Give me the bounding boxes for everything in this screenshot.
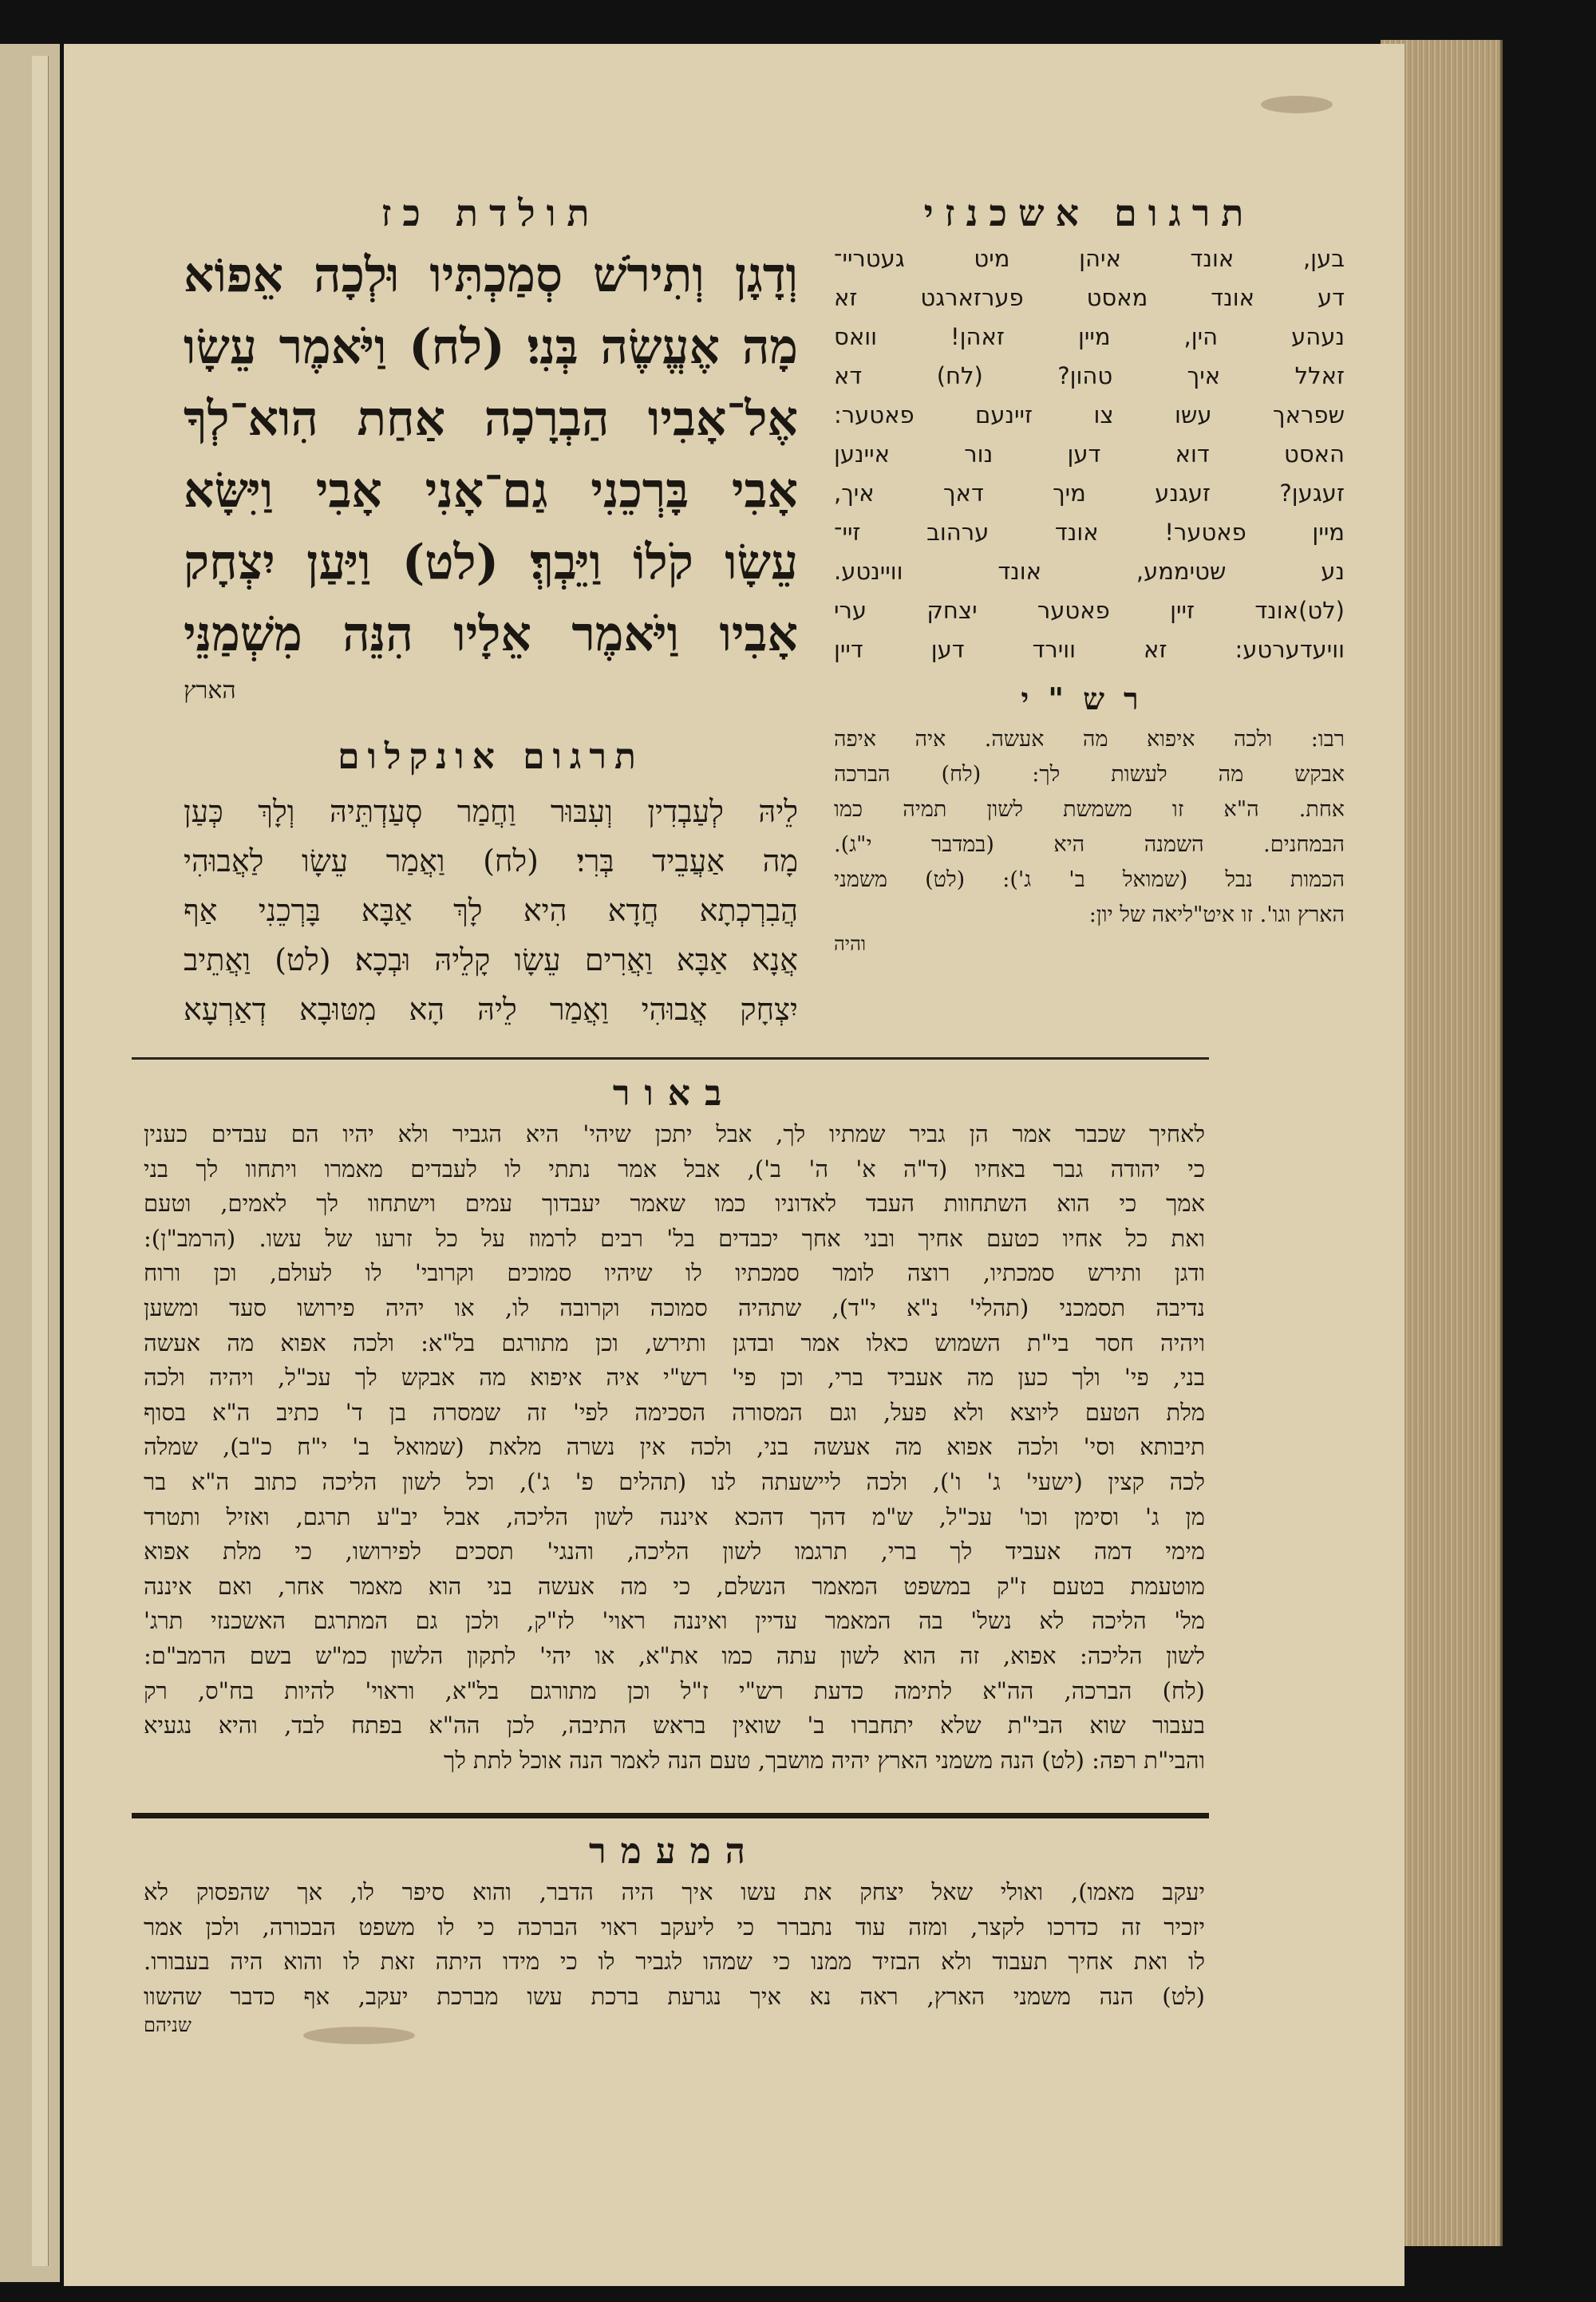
paper-smudge [303, 2027, 415, 2044]
biur-line: ויהיה חסר בי"ת השמוש כאלו אמר ובדגן ותירש, וכן מתורגם בל"א: ולכה אפוא מה אעשה [144, 1329, 1205, 1356]
onkelos-line: מָה אַעֲבֵיד בְּרִי׃ (לח) וַאֲמַר עֵשָׂו לַאֲבוּהִי [184, 843, 798, 879]
left-page-shadow [32, 56, 49, 2266]
hameamer-catchword: שניהם [144, 2014, 192, 2037]
biur-line: מימי דמה אעביד לך ברי, תרגמו לשון הליכה, והנגי' תסכים לפירושו, כי מלת אפוא [144, 1538, 1205, 1566]
rashi-line: אבקש מה לעשות לך: (לח) הברכה [834, 762, 1345, 787]
biur-line: מלת הטעם ליוצא ולא פעל, וגם המסורה הסכימה לפי' זה שמסרה בן ד' כתיב ה"א בסוף [144, 1398, 1205, 1426]
ashkenazi-line: נעהע הין, מיין זאהן! וואס [834, 323, 1345, 350]
ashkenazi-line: זעגען? זעגנע מיך דאך איך, [834, 480, 1345, 507]
torah-line: וְדָגָן וְתִירֹשׁ סְמַכְתִּיו וּלְכָה אֵפוֹא [184, 247, 798, 303]
torah-line: אֶל־אָבִיו הַבְרָכָה אַחַת הִוא־לְךָ [184, 391, 798, 447]
biur-line: מן ג' וסימן וכו' עכ"ל, ש"מ דהך דהכא איננה לשון הליכה, אבל יב"ע תרגם, ואזיל ותטרד [144, 1502, 1205, 1530]
onkelos-title: תרגום אונקלום [338, 736, 644, 777]
ashkenazi-line: זאלל איך טהון? (לח) דא [834, 362, 1345, 389]
rashi-text-block [834, 722, 1345, 933]
biur-line: אמך כי הוא השתחוות העבד לאדוניו כמו שאמר יעבדוך עמים וישתחוו לך לאמים, וטעם [144, 1190, 1205, 1218]
section-divider [132, 1057, 1209, 1060]
torah-line: מָה אֶעֱשֶׂה בְּנִי׃ (לח) וַיֹּאמֶר עֵשָׂו [184, 319, 798, 375]
rashi-line: הארץ וגו'. זו איט"ליאה של יון: [1088, 902, 1345, 927]
biur-line: כי יהודה גבר באחיו (ד"ה א' ה' ב'), אבל אמר נתתי לו לעבדים מאמרו ויתחוו לך בני [144, 1155, 1205, 1183]
biur-line: ודגן ותירש סמכתיו, רוצה לומר סמכתיו לו שיהיו סמוכים וקרובי' לו לעולם, וכן ורוח [144, 1259, 1205, 1287]
rashi-line: רבו: ולכה איפוא מה אעשה. איה איפה [834, 727, 1345, 752]
hameamer-line: יזכיר זה כדרכו לקצר, ומזה עוד נתברר כי ליעקב ראוי הברכה כי לו משפט הבכורה, ולכן אמר [144, 1913, 1205, 1941]
onkelos-line: הֲבִרְכְתָא חֲדָא הִיא לָךְ אַבָּא בָּרְכֵנִי אַף [184, 893, 798, 928]
biur-line: לשון הליכה: אפוא, זה הוא לשון עתה כמו את"א, או יהי' לתקון הלשון כמ"ש בשם הרמב"ם: [144, 1641, 1205, 1669]
rashi-line: אחת. ה"א זו משמשת לשון תמיה כמו [834, 797, 1345, 822]
hameamer-title: המעמר [589, 1831, 760, 1872]
torah-catchword: הארץ [184, 677, 236, 705]
torah-text-block [184, 239, 798, 670]
biur-line: בעבור שוא הבי"ת שלא יתחברו ב' שואין בראש התיבה, לכן הה"א בפתח לבד, והיא נגעיא [144, 1712, 1205, 1739]
biur-line: מל' הליכה לא נשל' בה המאמר עדיין ואיננה ראוי' לז"ק, ולכן גם המתרגם האשכנזי תרג' [144, 1607, 1205, 1635]
biur-line: בני, פי' ולך כען מה אעביד ברי, וכן פי' רש"י איה איפוא מה אבקש לך עכ"ל, ויהיה ולכה [144, 1364, 1205, 1392]
ashkenazi-line: בען, אונד איהן מיט געטריי־ [834, 245, 1345, 272]
hameamer-line: יעקב מאמו), ואולי שאל יצחק את עשו איך היה הדבר, והוא סיפר לו, אך שהפסוק לא [144, 1878, 1205, 1905]
biur-line: (לח) הברכה, הה"א לתימה כדעת רש"י ז"ל וכן מתורגם בל"א, וראוי' להיות בח"ס, רק [144, 1676, 1205, 1704]
biur-line: לכה קצין (ישעי' ג' ו'), ולכה ליישעתה לנו (תהלים פ' ג'), וכל לשון הליכה כתוב ה"א בר [144, 1467, 1205, 1495]
biur-line: נדיבה תסמכני (תהלי' נ"א י"ד), שתהיה סמוכה וקרובה לו, או יהיה פירושו סעד ומשען [144, 1293, 1205, 1321]
biur-line: תיבותא וסי' ולכה אפוא מה אעשה בני, ולכה אין נשרה מלאת (שמואל ב' י"ח כ"ב), שמלה [144, 1433, 1205, 1461]
rashi-title: רש"י [1021, 681, 1158, 717]
hameamer-line: (לט) הנה משמני הארץ, ראה נא איך נגרעת ברכת עשו מברכת יעקב, אף כדבר שהשוו [144, 1982, 1205, 2010]
onkelos-line: אֲנָא אַבָּא וַאֲרִים עֵשָׂו קָלֵיהּ וּבְכָא׃ (לט) וַאֲתֵיב [184, 942, 798, 977]
section-divider-thick [132, 1813, 1209, 1818]
ashkenazi-text-block [834, 239, 1345, 669]
rashi-line: הבמחנים. השמנה היא (במדבר י"ג). [834, 832, 1345, 857]
torah-line: אָבִי בָּרְכֵנִי גַם־אָנִי אָבִי וַיִּשָּׂא [184, 463, 798, 519]
left-page-edge [0, 44, 60, 2282]
paper-smudge [1261, 96, 1333, 113]
biur-title: באור [612, 1073, 737, 1114]
torah-line: אָבִיו וַיֹּאמֶר אֵלָיו הִנֵּה מִשְׁמַנֵּי [184, 606, 798, 662]
ashkenazi-line: דע אונד מאסט פערזארגט זא [834, 284, 1345, 311]
ashkenazi-line: (לט)אונד זיין פאטער יצחק ערי [834, 597, 1345, 624]
biur-section [144, 1073, 1205, 1778]
biur-line: מוטעמת בטעם ז"ק במשפט המאמר הנשלם, כי מה אעשה בני הוא מאמר אחר, ואם איננה [144, 1572, 1205, 1600]
ashkenazi-line: נע שטיממע, אונד וויינטע. [834, 558, 1345, 585]
rashi-line: הכמות נבל (שמואל ב' ג'): (לט) משמני [834, 867, 1345, 892]
translation-column [834, 192, 1345, 956]
ashkenazi-line: שפראך עשו צו זיינעם פאטער: [834, 401, 1345, 428]
ashkenazi-line: וויעדערטע: זא ווירד דען דיין [834, 636, 1345, 663]
biur-line: והבי"ת רפה: (לט) הנה משמני הארץ יהיה מושבך, טעם הנה לאמר הנה אוכל לתת לך [443, 1746, 1205, 1774]
ashkenazi-line: מיין פאטער! אונד ערהוב זיי־ [834, 519, 1345, 546]
onkelos-line: לֵיהּ לְעַבְדִין וְעִבּוּר וַחֲמַר סְעַדְתֵּיהּ וְלָךְ כְּעַן [184, 794, 798, 829]
onkelos-text-block [184, 787, 798, 1034]
biur-line: ואת כל אחיו כטעם אחיך ובני אחך יכבדים בל' רבים לרמוז על כל זרעו של עשו. (הרמב"ן): [144, 1224, 1205, 1252]
running-head-targum-ashkenazi: תרגום אשכנזי [923, 192, 1255, 235]
rashi-catchword: והיה [834, 933, 867, 955]
biur-line: לאחיך שכבר אמר הן גביר שמתיו לך, אבל יתכן שיהי' היא הגביר ולא יהיו הם עבדים כענין [144, 1120, 1205, 1147]
ashkenazi-line: האסט דוא דען נור איינען [834, 440, 1345, 468]
torah-line: עֵשָׂו קֹלוֹ וַיֵּבְךְּ׃ (לט) וַיַּעַן יִצְחָק [184, 535, 798, 590]
hameamer-line: לו ואת אחיך תעבוד ולא הבזיד ממנו כי שמהו לגביר לו כי מידו היתה זאת לו והוא היה בעבורו. [144, 1948, 1205, 1976]
torah-column [184, 192, 798, 1034]
hameamer-section [144, 1831, 1205, 2037]
running-head-toldot: תולדת כז [381, 192, 601, 235]
onkelos-line: יִצְחָק אֲבוּהִי וַאֲמַר לֵיהּ הָא מִטּוּבָא דְאַרְעָא [184, 992, 798, 1027]
